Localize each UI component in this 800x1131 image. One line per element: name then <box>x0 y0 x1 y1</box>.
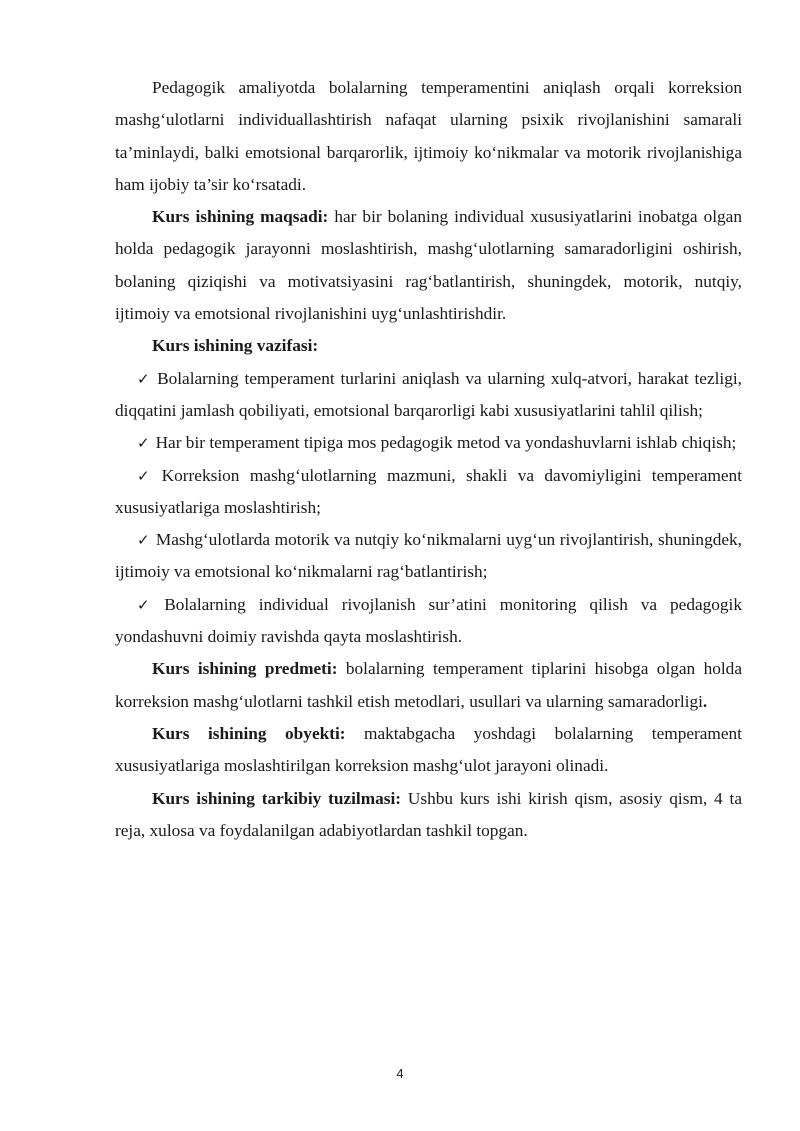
structure-heading: Kurs ishining tarkibiy tuzilmasi: <box>152 788 402 808</box>
task-item <box>115 460 742 525</box>
checkmark-icon: ✓ <box>137 466 156 485</box>
subject-end: . <box>702 691 708 711</box>
checkmark-icon: ✓ <box>137 531 150 550</box>
object-text: maktabgacha yoshdagi bolalarning temperament xususiyatlariga moslashtirilgan korreksion mashg‘ulot jarayoni olinadi. <box>115 723 742 776</box>
subject-text: bolalarning temperament tiplarini hisobga olgan holda korreksion mashg‘ulotlarni tashkil etish metodlari, usullari va ularning samaradorligi <box>115 659 742 711</box>
subject-heading: Kurs ishining predmeti: <box>152 659 338 679</box>
goal-paragraph <box>115 201 742 330</box>
object-heading: Kurs ishining obyekti: <box>152 723 346 743</box>
tasks-heading: Kurs ishining vazifasi: <box>152 336 319 356</box>
task-text: Bolalarning temperament turlarini aniqlash va ularning xulq-atvori, harakat tezligi, diqqatini jamlash qobiliyati, emotsional barqarorligi kabi xususiyatlarini tahlil qilish; <box>115 368 742 420</box>
structure-paragraph <box>115 783 742 848</box>
task-text: Bolalarning individual rivojlanish sur’atini monitoring qilish va pedagogik yondashuvni doimiy ravishda qayta moslashtirish. <box>115 594 742 647</box>
intro-paragraph: Pedagogik amaliyotda bolalarning temperamentini aniqlash orqali korreksion mashg‘ulotlarni individuallashtirish nafaqat ularning psixik rivojlanishini samarali ta’minlaydi, balki emotsional barqarorlik, ijtimoiy ko‘nikmalar va motorik rivojlanishiga ham ijobiy ta’sir ko‘rsatadi. <box>115 78 742 194</box>
subject-paragraph <box>115 653 742 718</box>
page-number: 4 <box>396 1066 404 1081</box>
task-text: Korreksion mashg‘ulotlarning mazmuni, shakli va davomiyligini temperament xususiyatlariga moslashtirish; <box>115 465 742 517</box>
goal-text: har bir bolaning individual xususiyatlarini inobatga olgan holda pedagogik jarayonni moslashtirish, mashg‘ulotlarning samaradorligini oshirish, bolaning qiziqishi va motivatsiyasini rag‘batlantirish, shuningdek, motorik, nutqiy, ijtimoiy va emotsional rivojlanishini uyg‘unlashtirishdir. <box>115 207 742 324</box>
task-text: Mashg‘ulotlarda motorik va nutqiy ko‘nikmalarni uyg‘un rivojlantirish, shuningdek, ijtimoiy va emotsional ko‘nikmalarni rag‘batlantirish; <box>115 530 742 582</box>
structure-text: Ushbu kurs ishi kirish qism, asosiy qism, 4 ta reja, xulosa va foydalanilgan adabiyotlardan tashkil topgan. <box>115 788 743 840</box>
task-item <box>115 363 742 428</box>
goal-heading: Kurs ishining maqsadi: <box>152 207 329 227</box>
task-item <box>115 427 742 459</box>
task-item <box>115 524 742 589</box>
checkmark-icon: ✓ <box>137 434 150 453</box>
task-text: Har bir temperament tipiga mos pedagogik metod va yondashuvlarni ishlab chiqish; <box>155 433 737 453</box>
checkmark-icon: ✓ <box>137 595 159 614</box>
object-paragraph <box>115 718 742 783</box>
tasks-list <box>115 363 742 654</box>
checkmark-icon: ✓ <box>137 369 152 388</box>
page-content <box>115 72 742 847</box>
task-item <box>115 589 742 654</box>
